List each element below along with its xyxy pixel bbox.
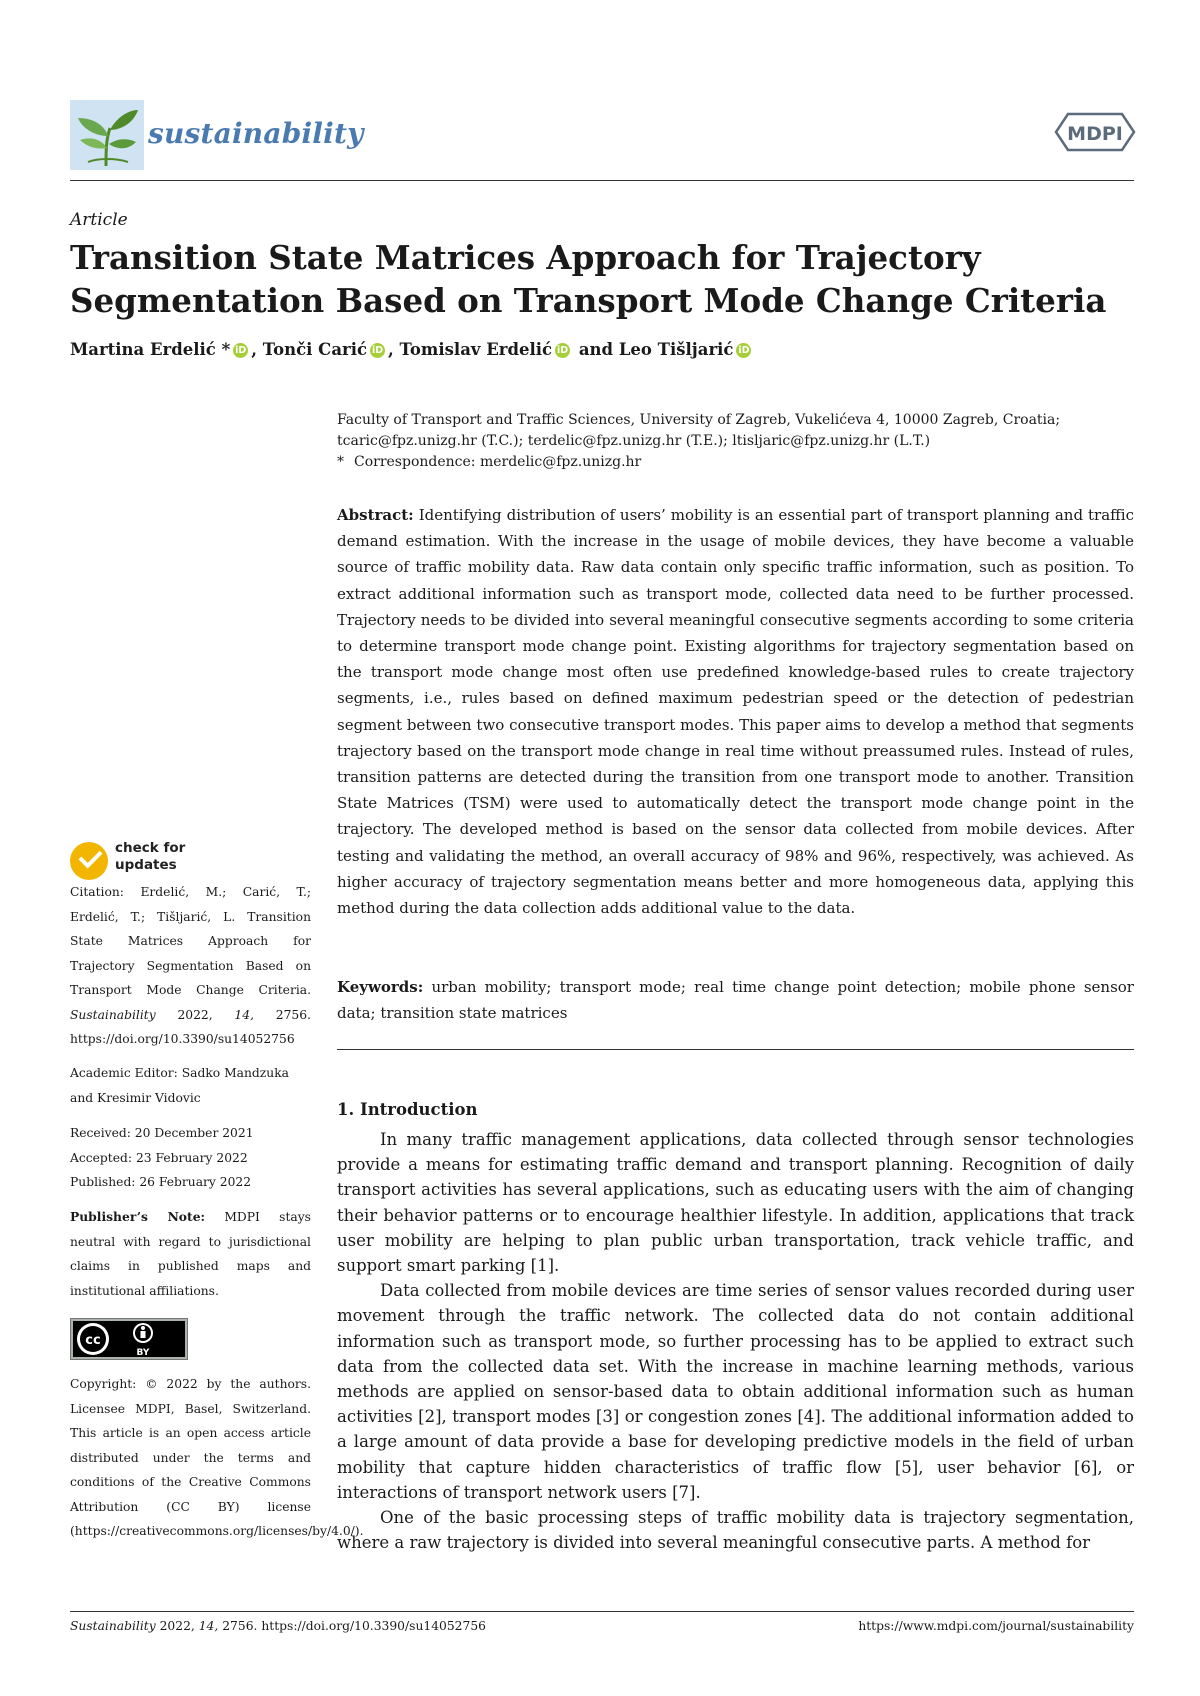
footer-doi[interactable]: 2756. https://doi.org/10.3390/su14052756 (222, 1619, 486, 1633)
citation-label: Citation: (70, 885, 124, 899)
copyright-notice: Copyright: © 2022 by the authors. Licensee MDPI, Basel, Switzerland. This article is an open access article distributed under the terms and conditions of the Creative Commons Attribution (CC BY) license (https://creativecommons.org/licenses/by/4.0/). (70, 1377, 364, 1538)
academic-editor: Academic Editor: Sadko Mandzuka and Kresimir Vidovic (70, 1066, 289, 1105)
affiliation-block (337, 410, 1134, 473)
cc-by-license-icon[interactable] (70, 1318, 188, 1360)
received-date: Received: 20 December 2021 (70, 1126, 254, 1140)
publisher-note-label: Publisher’s Note: (70, 1209, 206, 1224)
citation-link[interactable]: [3] (595, 1407, 620, 1427)
author-name: Tomislav Erdelić (399, 340, 553, 359)
mdpi-text: MDPI (1067, 123, 1123, 145)
citation-text: Erdelić, M.; Carić, T.; Erdelić, T.; Tišljarić, L. Transition State Matrices Approach for Trajectory Segmentation Based on Transport Mode Change Criteria. (70, 885, 311, 997)
author-list (70, 340, 754, 359)
author-emails[interactable]: tcaric@fpz.unizg.hr (T.C.); terdelic@fpz.unizg.hr (T.E.); ltisljaric@fpz.unizg.hr (L.T.) (337, 433, 931, 449)
accepted-date: Accepted: 23 February 2022 (70, 1150, 248, 1165)
citation-doi[interactable]: 2756. https://doi.org/10.3390/su14052756 (70, 1007, 311, 1046)
publisher-note (70, 1205, 311, 1303)
footer-journal-url[interactable]: https://www.mdpi.com/journal/sustainability (858, 1619, 1134, 1633)
section-heading: 1. Introduction (337, 1100, 478, 1119)
check-updates-line: updates (115, 857, 177, 873)
citation-link[interactable]: [5] (894, 1457, 919, 1477)
paragraph: Data collected from mobile devices are time series of sensor values recorded during user movement through the traffic network. The collected data do not contain additional information such as transport mode, so further processing has to be applied to extract such data from the collected data set. With the increase in machine learning methods, various methods are applied on sensor-based data to obtain additional information such as human activities [2], transport modes [3] or congestion zones [4]. The additional information added to a large amount of data provide a base for developing predictive models in the field of urban mobility that capture hidden characteristics of traffic flow [5], user behavior [6], or interactions of transport network users [7]. (337, 1281, 1135, 1502)
keywords-label: Keywords: (337, 978, 424, 996)
paragraph: One of the basic processing steps of traffic mobility data is trajectory segmentation, where a raw trajectory is divided into several meaningful consecutive parts. A method for (337, 1508, 1134, 1553)
keywords (337, 974, 1134, 1026)
citation-link[interactable]: [1] (530, 1256, 555, 1276)
check-updates-line: check for (115, 840, 186, 856)
citation-link[interactable]: [2] (418, 1407, 442, 1427)
article-title: Transition State Matrices Approach for Trajectory Segmentation Based on Transport Mode Change Criteria (70, 238, 1107, 320)
citation-block: Citation: Erdelić, M.; Carić, T.; Erdelić, T.; Tišljarić, L. Transition State Matrices Approach for Trajectory Segmentation Based on Transport Mode Change Criteria. Sustainability 2022, 14, 2756. https://doi.org/10.3390/su14052756 (70, 885, 311, 1046)
section-divider (337, 1049, 1134, 1050)
orcid-icon[interactable]: iD (235, 345, 247, 356)
author-separator: , (251, 340, 263, 359)
citation-link[interactable]: [7] (672, 1482, 696, 1502)
abstract (337, 502, 1134, 921)
cc-text: cc (85, 1333, 101, 1348)
author-separator: , (388, 340, 400, 359)
keywords-text: urban mobility; transport mode; real time change point detection; mobile phone sensor data; transition state matrices (337, 978, 1134, 1022)
correspondence-email[interactable]: Correspondence: merdelic@fpz.unizg.hr (354, 454, 642, 470)
orcid-icon[interactable]: iD (738, 345, 750, 356)
orcid-icon[interactable]: iD (371, 345, 384, 356)
citation-link[interactable]: [6] (1074, 1457, 1098, 1477)
citation-link[interactable]: [4] (797, 1407, 821, 1427)
affiliation-line: Faculty of Transport and Traffic Sciences, University of Zagreb, Vukelićeva 4, 10000 Zagreb, Croatia; (337, 412, 1061, 428)
mdpi-logo[interactable] (1054, 112, 1136, 152)
article-type: Article (70, 210, 128, 230)
orcid-icon[interactable]: iD (557, 345, 569, 356)
author-name: Martina Erdelić (70, 340, 216, 359)
header-rule (70, 180, 1134, 181)
author-name: Tonči Carić (262, 340, 368, 359)
journal-name[interactable]: sustainability (148, 117, 364, 150)
author-name: Leo Tišljarić (618, 340, 734, 359)
corresponding-mark: * (215, 340, 231, 359)
correspondence-mark: * (337, 454, 344, 470)
paragraph: In many traffic management applications, data collected through sensor technologies provide a means for estimating traffic demand and transport planning. Recognition of daily transport activities has several applications, such as educating users with the aim of changing their behavior patterns or to encourage healthier lifestyle. In addition, applications that track user mobility are helping to plan public urban transportation, track vehicle traffic, and support smart parking [1]. (337, 1130, 1134, 1276)
footer-rule (70, 1611, 1134, 1612)
check-for-updates-badge[interactable] (70, 840, 230, 884)
publisher-note-text: MDPI stays neutral with regard to jurisdictional claims in published maps and institutional affiliations. (70, 1210, 311, 1298)
abstract-text: Identifying distribution of users’ mobility is an essential part of transport planning and traffic demand estimation. With the increase in the usage of mobile devices, they have become a valuable source of traffic mobility data. Raw data contain only specific traffic information, such as position. To extract additional information such as transport mode, collected data need to be further processed. Trajectory needs to be divided into several meaningful consecutive segments according to some criteria to determine transport mode change point. Existing algorithms for trajectory segmentation based on the transport mode change most often use predefined knowledge-based rules to create trajectory segments, i.e., rules based on defined maximum pedestrian speed or the detection of pedestrian segment between two consecutive transport modes. This paper aims to develop a method that segments trajectory based on the transport mode change in real time without preassumed rules. Instead of rules, transition patterns are detected during the transition from one transport mode to another. Transition State Matrices (TSM) were used to automatically detect the transport mode change point in the trajectory. The developed method is based on the sensor data collected from mobile devices. After testing and validating the method, an overall accuracy of 98% and 96%, respectively, was achieved. As higher accuracy of trajectory segmentation means better and more homogeneous data, applying this method during the data collection adds additional value to the data. (337, 506, 1135, 918)
checkmark-icon (70, 842, 108, 880)
abstract-label: Abstract: (337, 506, 414, 524)
sustainability-leaf-logo (70, 100, 144, 170)
by-text: BY (136, 1348, 150, 1358)
citation-journal: Sustainability (70, 1007, 156, 1022)
publication-dates (70, 1121, 311, 1195)
author-separator: and (573, 340, 619, 359)
footer-citation: Sustainability 2022, 14, 2756. https://doi.org/10.3390/su14052756 (70, 1619, 486, 1633)
published-date: Published: 26 February 2022 (70, 1175, 252, 1189)
introduction-body (337, 1127, 1134, 1555)
